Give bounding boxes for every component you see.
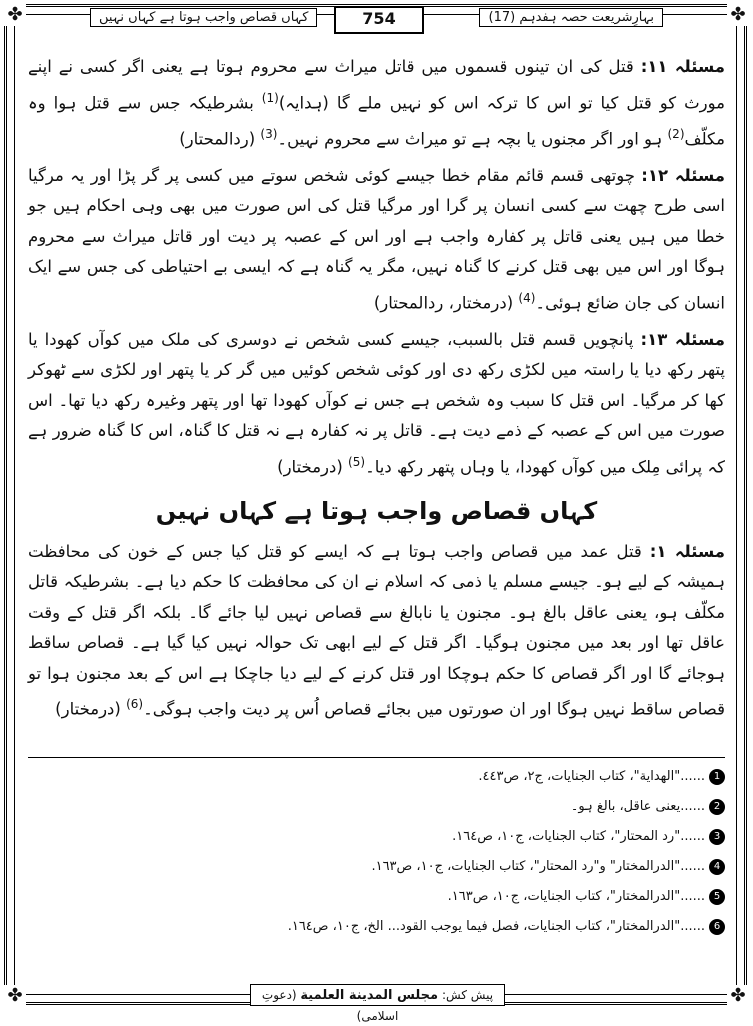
footnote-item (28, 762, 725, 792)
footnote-number: 4 (709, 859, 725, 875)
source-citation: (درمختار) (55, 699, 127, 719)
footnote-ref[interactable]: (4) (518, 290, 536, 305)
footnote-text: ......یعنی عاقل، بالغ ہو۔ (570, 799, 705, 814)
corner-ornament-icon: ✤ (4, 985, 26, 1007)
footnote-number: 1 (709, 769, 725, 785)
running-title-left: کہاں قصاص واجب ہوتا ہے کہاں نہیں (90, 8, 317, 27)
paragraph-masala-1 (28, 537, 725, 726)
footnote-number: 6 (709, 919, 725, 935)
page-number: 754 (334, 6, 424, 34)
footnote-ref[interactable]: (3) (260, 126, 278, 141)
paragraph-text: چوتھی قسم قائم مقام خطا جیسے کوئی شخص سوتے میں کسی پر گر پڑا اور یہ مرگیا اسی طرح چھت سے کسی انسان پر گرا اور مرگیا قتل کی اس صورت میں بھی وہی احکام ہیں جو خطا میں ہیں یعنی قاتل پر کفارہ واجب ہے اور اس کے عصبہ پر دیت اور قاتل میراث سے محروم ہوگا اور اس میں بھی قتل کرنے کا گناہ نہیں، مگر یہ گناہ ہے کہ ایسی بے احتیاطی کی جس سے ایک انسان کی جان ضائع ہوئی۔ (28, 165, 725, 312)
running-title-right: بہارِشریعت حصہ ہفدہم (17) (479, 8, 663, 27)
paragraph-text: قتل کی ان تینوں قسموں میں قاتل میراث سے محروم ہوتا ہے یعنی اگر کسی نے اپنے مورث کو قتل کیا تو اس کا ترکہ اس کو نہیں ملے گا (ہدایہ) (28, 57, 725, 112)
masala-label: مسئلہ ۱۱: (640, 57, 726, 76)
source-citation: (درمختار) (277, 457, 349, 476)
masala-label: مسئلہ ۱: (649, 541, 726, 561)
footnote-number: 2 (709, 799, 725, 815)
page-footer (250, 984, 505, 1023)
footnote-item (28, 852, 725, 882)
source-citation: (درمختار، ردالمحتار) (373, 293, 519, 312)
footnote-text: ......"الدرالمختار" و"رد المحتار"، كتاب الجنايات، ج١٠، ص١٦٣. (371, 859, 705, 874)
footer-suffix: (دعوتِ اسلامی) (261, 988, 399, 1023)
footnote-ref[interactable]: (6) (126, 697, 144, 711)
source-citation: (ردالمحتار) (179, 129, 261, 148)
main-text (28, 52, 725, 731)
footnotes (28, 762, 725, 942)
footer-prefix: پیش کش: (441, 988, 494, 1002)
paragraph-masala-11 (28, 52, 725, 155)
footnote-item (28, 792, 725, 822)
paragraph-text: قتل عمد میں قصاص واجب ہوتا ہے کہ ایسے کو قتل کیا جس کے خون کی محافظت ہمیشہ کے لیے ہو۔ جیسے مسلم یا ذمی کہ اسلام نے ان کی محافظت کا حکم دیا ہے۔ بشرطیکہ قاتل مکلّف ہو، یعنی عاقل بالغ ہو۔ مجنون یا نابالغ سے قصاص نہیں لیا جائے گا۔ بلکہ اگر قتل کے وقت عاقل تھا اور بعد میں مجنون ہوگیا۔ اگر قتل کے لیے ابھی تک حوالہ نہیں کیا گیا ہے۔ قصاص ساقط ہوجائے گا اور اگر قصاص کا حکم ہوچکا اور قتل کرنے کے لیے دیا جاچکا ہے اس کے بعد مجنون ہوا تو قصاص ساقط نہیں ہوگا اور ان صورتوں میں بجائے قصاص اُس پر دیت واجب ہوگی۔ (28, 541, 725, 719)
masala-label: مسئلہ ۱۳: (640, 329, 725, 349)
footnote-divider (28, 757, 725, 758)
footnote-text: ......"رد المحتار"، كتاب الجنايات، ج١٠، ص١٦٤. (452, 829, 705, 844)
corner-ornament-icon: ✤ (4, 4, 26, 26)
corner-ornament-icon: ✤ (727, 985, 749, 1007)
footnote-number: 3 (709, 829, 725, 845)
footnote-item (28, 912, 725, 942)
footnote-ref[interactable]: (2) (667, 126, 685, 141)
paragraph-text: بشرطیکہ جس سے قتل ہوا وہ مکلّف (28, 93, 725, 148)
paragraph-masala-13 (28, 325, 725, 483)
footnote-item (28, 882, 725, 912)
section-heading: کہاں قصاص واجب ہوتا ہے کہاں نہیں (155, 496, 598, 525)
paragraph-text: ہو اور اگر مجنوں یا بچہ ہے تو میراث سے محروم نہیں۔ (277, 129, 668, 148)
paragraph-masala-12 (28, 161, 725, 319)
footnote-text: ......"الهداية"، كتاب الجنايات، ج٢، ص٤٤٣. (478, 769, 705, 784)
footnote-item (28, 822, 725, 852)
footnote-text: ......"الدرالمختار"، كتاب الجنايات، فصل فيما يوجب القود... الخ، ج١٠، ص١٦٤. (287, 919, 705, 934)
footnote-number: 5 (709, 889, 725, 905)
publisher-name: مجلس المدينة العلمية (300, 988, 439, 1003)
footnote-text: ......"الدرالمختار"، كتاب الجنايات، ج١٠، ص١٦٣. (447, 889, 705, 904)
masala-label: مسئلہ ۱۲: (641, 165, 725, 185)
corner-ornament-icon: ✤ (727, 4, 749, 26)
footnote-ref[interactable]: (5) (348, 454, 366, 469)
footnote-ref[interactable]: (1) (261, 90, 279, 105)
page-header (90, 6, 663, 32)
paragraph-text: پانچویں قسم قتل بالسبب، جیسے کسی شخص نے دوسری کی ملک میں کوآں کھودا یا پتھر رکھ دیا یا راستہ میں لکڑی رکھ دی اور کوئی شخص کوئیں میں گر کر یا پتھر اور لکڑی سے ٹھوکر کھا کر مرگیا۔ اس قتل کا سبب وہ شخص ہے جس نے کوآں کھودا تھا اور پتھر وغیرہ رکھ دیا تھا۔ اس صورت میں اس کے عصبہ کے ذمے دیت ہے۔ قاتل پر نہ کفارہ ہے نہ قتل کا گناہ، اس کا گناہ ضرور ہے کہ پرائی مِلک میں کوآں کھودا، یا وہاں پتھر رکھ دیا۔ (28, 329, 725, 476)
